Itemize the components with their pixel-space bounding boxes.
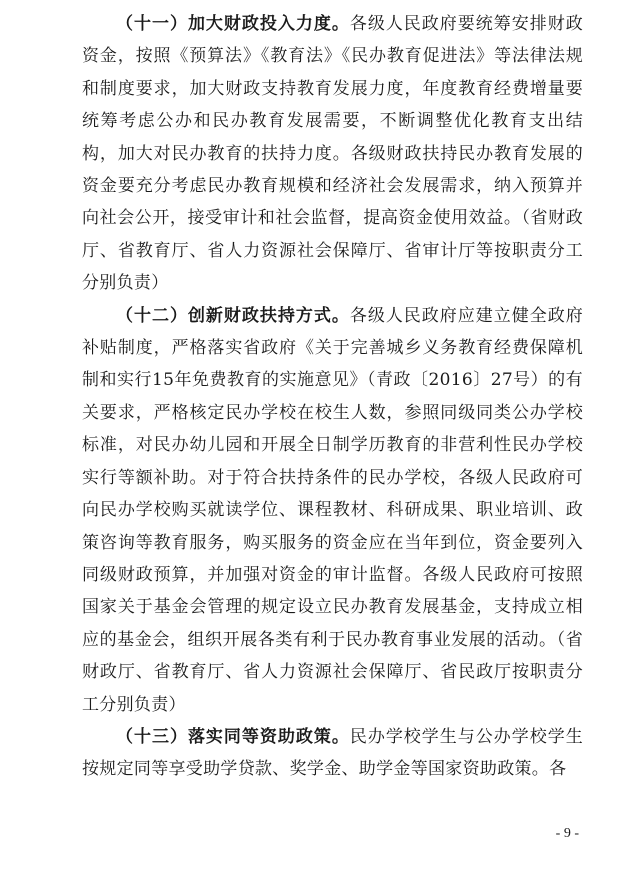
paragraph-body: 各级人民政府应建立健全政府补贴制度，严格落实省政府《关于完善城乡义务教育经费保障机制和实行15年免费教育的实施意见》（青政〔2016〕27号）的有关要求，严格核定民办学校在校生人数，参照同级同类公办学校标准，对民办幼儿园和开展全日制学历教育的非营利性民办学校实行等额补助。对于符合扶持条件的民办学校，各级人民政府可向民办学校购买就读学位、课程教材、科研成果、职业培训、政策咨询等教育服务，购买服务的资金应在当年到位，资金要列入同级财政预算，并加强对资金的审计监督。各级人民政府可按照国家关于基金会管理的规定设立民办教育发展基金，支持成立相应的基金会，组织开展各类有利于民办教育事业发展的活动。（省财政厅、省教育厅、省人力资源社会保障厅、省民政厅按职责分工分别负责） — [82, 305, 583, 715]
paragraph-heading: （十三）落实同等资助政策。 — [116, 726, 350, 747]
paragraph-12 — [82, 300, 583, 721]
paragraph-body: 各级人民政府要统筹安排财政资金，按照《预算法》《教育法》《民办教育促进法》等法律法规和制度要求，加大财政支持教育发展力度，年度教育经费增量要统筹考虑公办和民办教育发展需要，不断调整优化教育支出结构，加大对民办教育的扶持力度。各级财政扶持民办教育发展的资金要充分考虑民办教育规模和经济社会发展需求，纳入预算并向社会公开，接受审计和社会监督，提高资金使用效益。（省财政厅、省教育厅、省人力资源社会保障厅、省审计厅等按职责分工分别负责） — [82, 14, 583, 294]
paragraph-11 — [82, 8, 583, 300]
paragraph-heading: （十一）加大财政投入力度。 — [116, 14, 350, 34]
page-number: - 9 - — [555, 826, 579, 841]
paragraph-13 — [82, 721, 583, 786]
paragraph-body: 民办学校学生与公办学校学生按规定同等享受助学贷款、奖学金、助学金等国家资助政策。各 — [82, 726, 583, 780]
paragraph-heading: （十二）创新财政扶持方式。 — [116, 305, 350, 326]
